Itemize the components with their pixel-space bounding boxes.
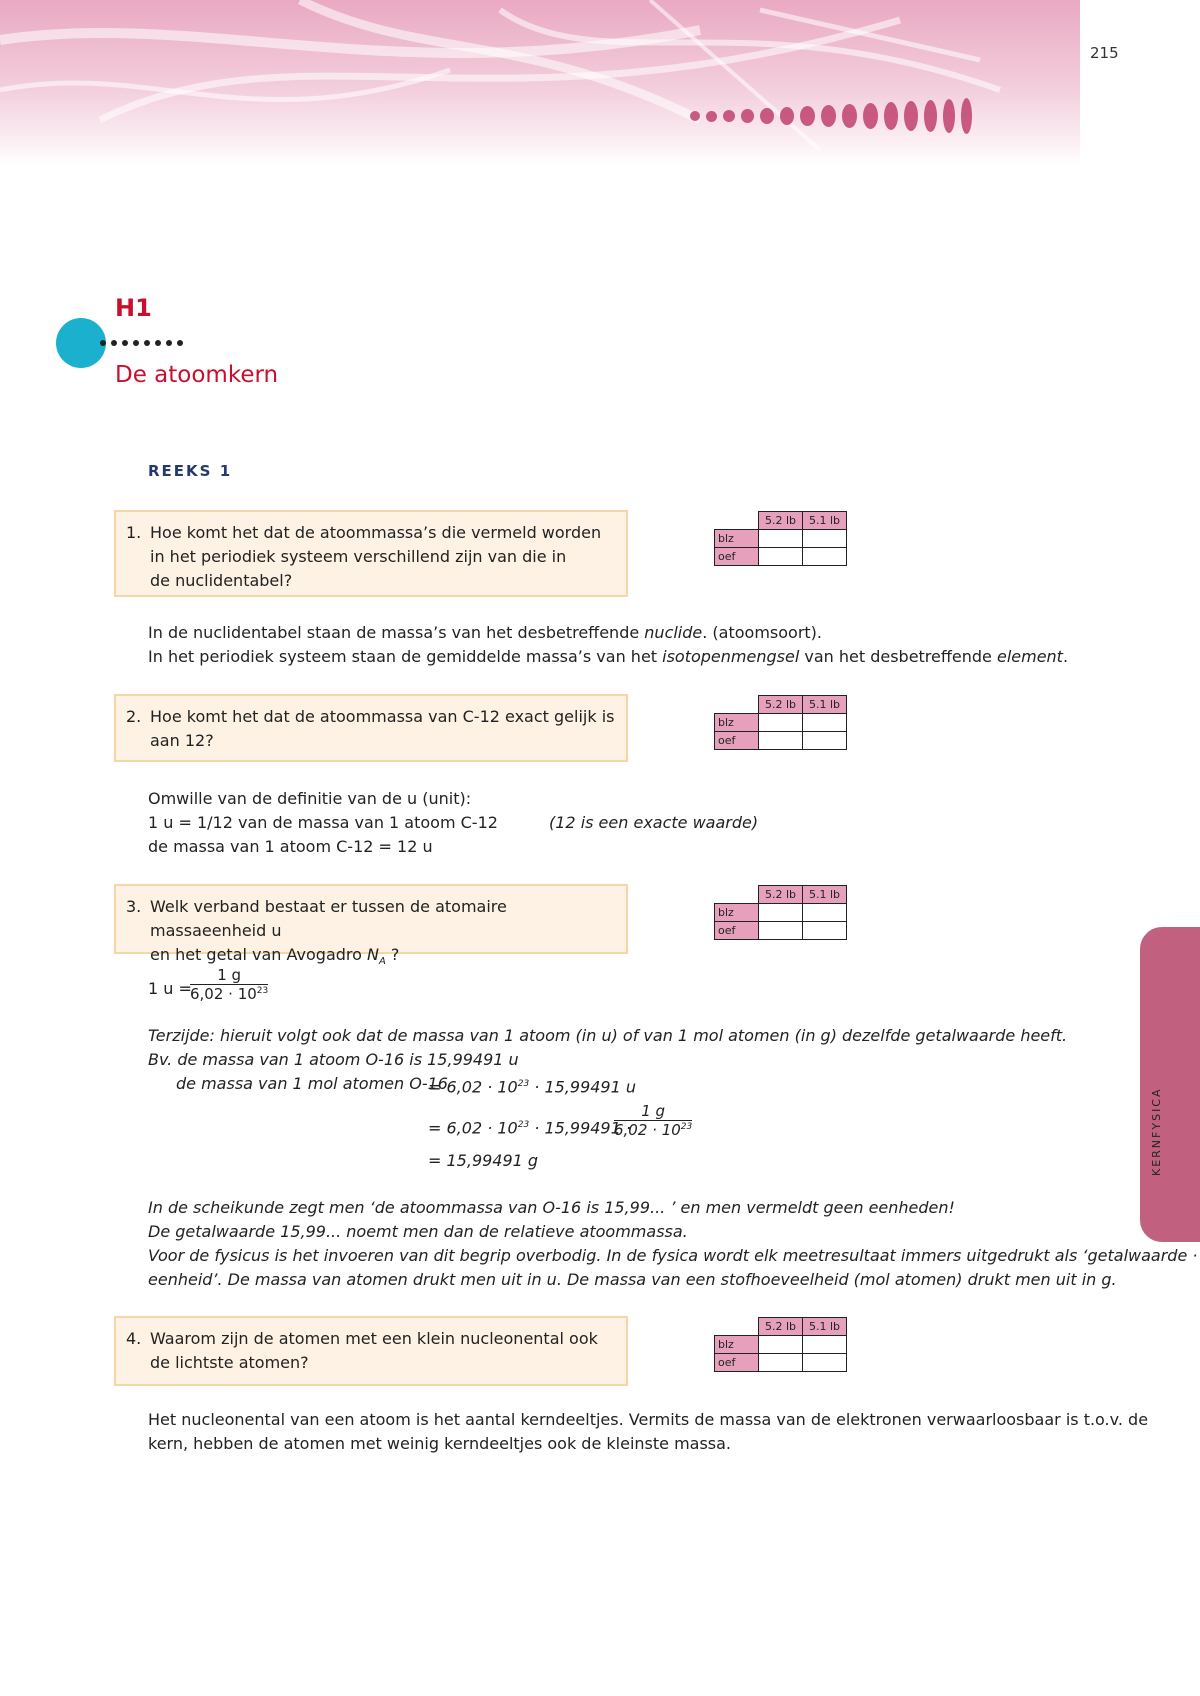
ref-cell[interactable] — [803, 548, 847, 566]
ref-col-header: 5.2 lb — [759, 886, 803, 904]
section-side-label: KERNFYSICA — [1150, 1087, 1163, 1176]
ref-cell[interactable] — [759, 1354, 803, 1372]
reference-table — [714, 1317, 847, 1372]
question-number: 1. — [126, 523, 142, 542]
question-4-box — [114, 1316, 628, 1386]
ref-row-label: oef — [715, 922, 759, 940]
ref-cell[interactable] — [803, 1336, 847, 1354]
ref-cell[interactable] — [803, 922, 847, 940]
ref-row-label: blz — [715, 530, 759, 548]
ref-row-label: oef — [715, 732, 759, 750]
reference-table — [714, 511, 847, 566]
reference-table — [714, 695, 847, 750]
answer-4: Het nucleonental van een atoom is het aantal kerndeeltjes. Vermits de massa van de elektronen verwaarloosbaar is t.o.v. de kern, hebben de atomen met weinig kerndeeltjes ook de kleinste massa. — [148, 1410, 1149, 1453]
question-number: 2. — [126, 707, 142, 726]
formula-fraction: $\frac{1 g}{6,02 \cdot 10^{23}}$ — [190, 966, 269, 1003]
question-line: de lichtste atomen? — [150, 1353, 309, 1372]
ref-col-header: 5.2 lb — [759, 1318, 803, 1336]
question-line: Hoe komt het dat de atoommassa’s die vermeld worden — [150, 523, 602, 542]
ref-cell[interactable] — [803, 904, 847, 922]
ref-cell[interactable] — [759, 922, 803, 940]
formula-lhs: 1 u = — [148, 979, 192, 998]
ref-col-header: 5.1 lb — [803, 1318, 847, 1336]
aside-fraction: $\frac{1 g}{6,02 \cdot 10^{23}}$ — [614, 1102, 693, 1139]
series-title: REEKS 1 — [148, 462, 233, 480]
ref-cell[interactable] — [759, 530, 803, 548]
answer-2-note: (12 is een exacte waarde) — [549, 813, 759, 832]
ref-cell[interactable] — [759, 732, 803, 750]
ref-row-label: blz — [715, 714, 759, 732]
ref-col-header: 5.1 lb — [803, 512, 847, 530]
ref-cell[interactable] — [759, 904, 803, 922]
ref-cell[interactable] — [803, 530, 847, 548]
question-number: 4. — [126, 1329, 142, 1348]
section-side-tab — [1140, 927, 1200, 1242]
question-line: Waarom zijn de atomen met een klein nucleonental ook — [150, 1329, 598, 1348]
header-banner — [0, 0, 1080, 165]
ref-cell[interactable] — [803, 1354, 847, 1372]
question-line: en het getal van Avogadro $N_A$ ? — [150, 945, 400, 968]
ref-cell[interactable] — [759, 714, 803, 732]
header-dot-row — [690, 98, 972, 134]
ref-col-header: 5.2 lb — [759, 696, 803, 714]
page-number: 215 — [1090, 44, 1119, 62]
ref-row-label: oef — [715, 1354, 759, 1372]
chapter-code: H1 — [115, 294, 152, 322]
question-line: Welk verband bestaat er tussen de atomaire massaeenheid u — [150, 897, 507, 940]
ref-col-header: 5.2 lb — [759, 512, 803, 530]
question-line: in het periodiek systeem verschillend zijn van die in — [150, 547, 567, 566]
remarks: In de scheikunde zegt men ‘de atoommassa van O-16 is 15,99... ’ en men vermeldt geen eenheden! De getalwaarde 15,99... noemt men dan de relatieve atoommassa. Voor de fysicus is het invoeren van dit begrip overbodig. In de fysica wordt elk meetresultaat immers uitgedrukt als ‘getalwaarde · eenheid’. De massa van atomen drukt men uit in u. De massa van een stofhoeveelheid (mol atomen) drukt men uit in g. — [148, 1198, 1198, 1289]
ref-cell[interactable] — [759, 548, 803, 566]
reference-table — [714, 885, 847, 940]
aside-step-2: = $6,02 \cdot 10^{23} \cdot 15,99491$ · — [428, 1118, 631, 1138]
aside-text: Terzijde: hieruit volgt ook dat de massa van 1 atoom (in u) of van 1 mol atomen (in g) dezelfde getalwaarde heeft. Bv. de massa van 1 atoom O-16 is 15,99491 u — [148, 1026, 1068, 1069]
chapter-dots — [100, 340, 183, 346]
ref-col-header: 5.1 lb — [803, 886, 847, 904]
question-line: Hoe komt het dat de atoommassa van C-12 exact gelijk is — [150, 707, 615, 726]
aside-result: = 15,99491 g — [428, 1151, 539, 1170]
ref-cell[interactable] — [759, 1336, 803, 1354]
ref-col-header: 5.1 lb — [803, 696, 847, 714]
answer-1: In de nuclidentabel staan de massa’s van het desbetreffende nuclide. (atoomsoort). In het periodiek systeem staan de gemiddelde massa’s van het isotopenmengsel van het desbetreffende element. — [148, 623, 1069, 666]
ref-cell[interactable] — [803, 732, 847, 750]
aside-mol-label: de massa van 1 mol atomen O-16 — [176, 1074, 448, 1093]
question-line: de nuclidentabel? — [150, 571, 293, 590]
question-2-box — [114, 694, 628, 762]
answer-2: Omwille van de definitie van de u (unit): 1 u = 1/12 van de massa van 1 atoom C-12 de massa van 1 atoom C-12 = 12 u — [148, 789, 498, 856]
question-number: 3. — [126, 897, 142, 916]
question-line: aan 12? — [150, 731, 214, 750]
chapter-circle-icon — [56, 318, 106, 368]
ref-cell[interactable] — [803, 714, 847, 732]
banner-pattern — [0, 0, 1080, 165]
ref-row-label: blz — [715, 1336, 759, 1354]
chapter-title: De atoomkern — [115, 362, 279, 388]
ref-row-label: blz — [715, 904, 759, 922]
aside-step-1: = $6,02 \cdot 10^{23} \cdot 15,99491$ u — [428, 1077, 637, 1097]
question-1-box — [114, 510, 628, 597]
ref-row-label: oef — [715, 548, 759, 566]
question-3-box — [114, 884, 628, 968]
